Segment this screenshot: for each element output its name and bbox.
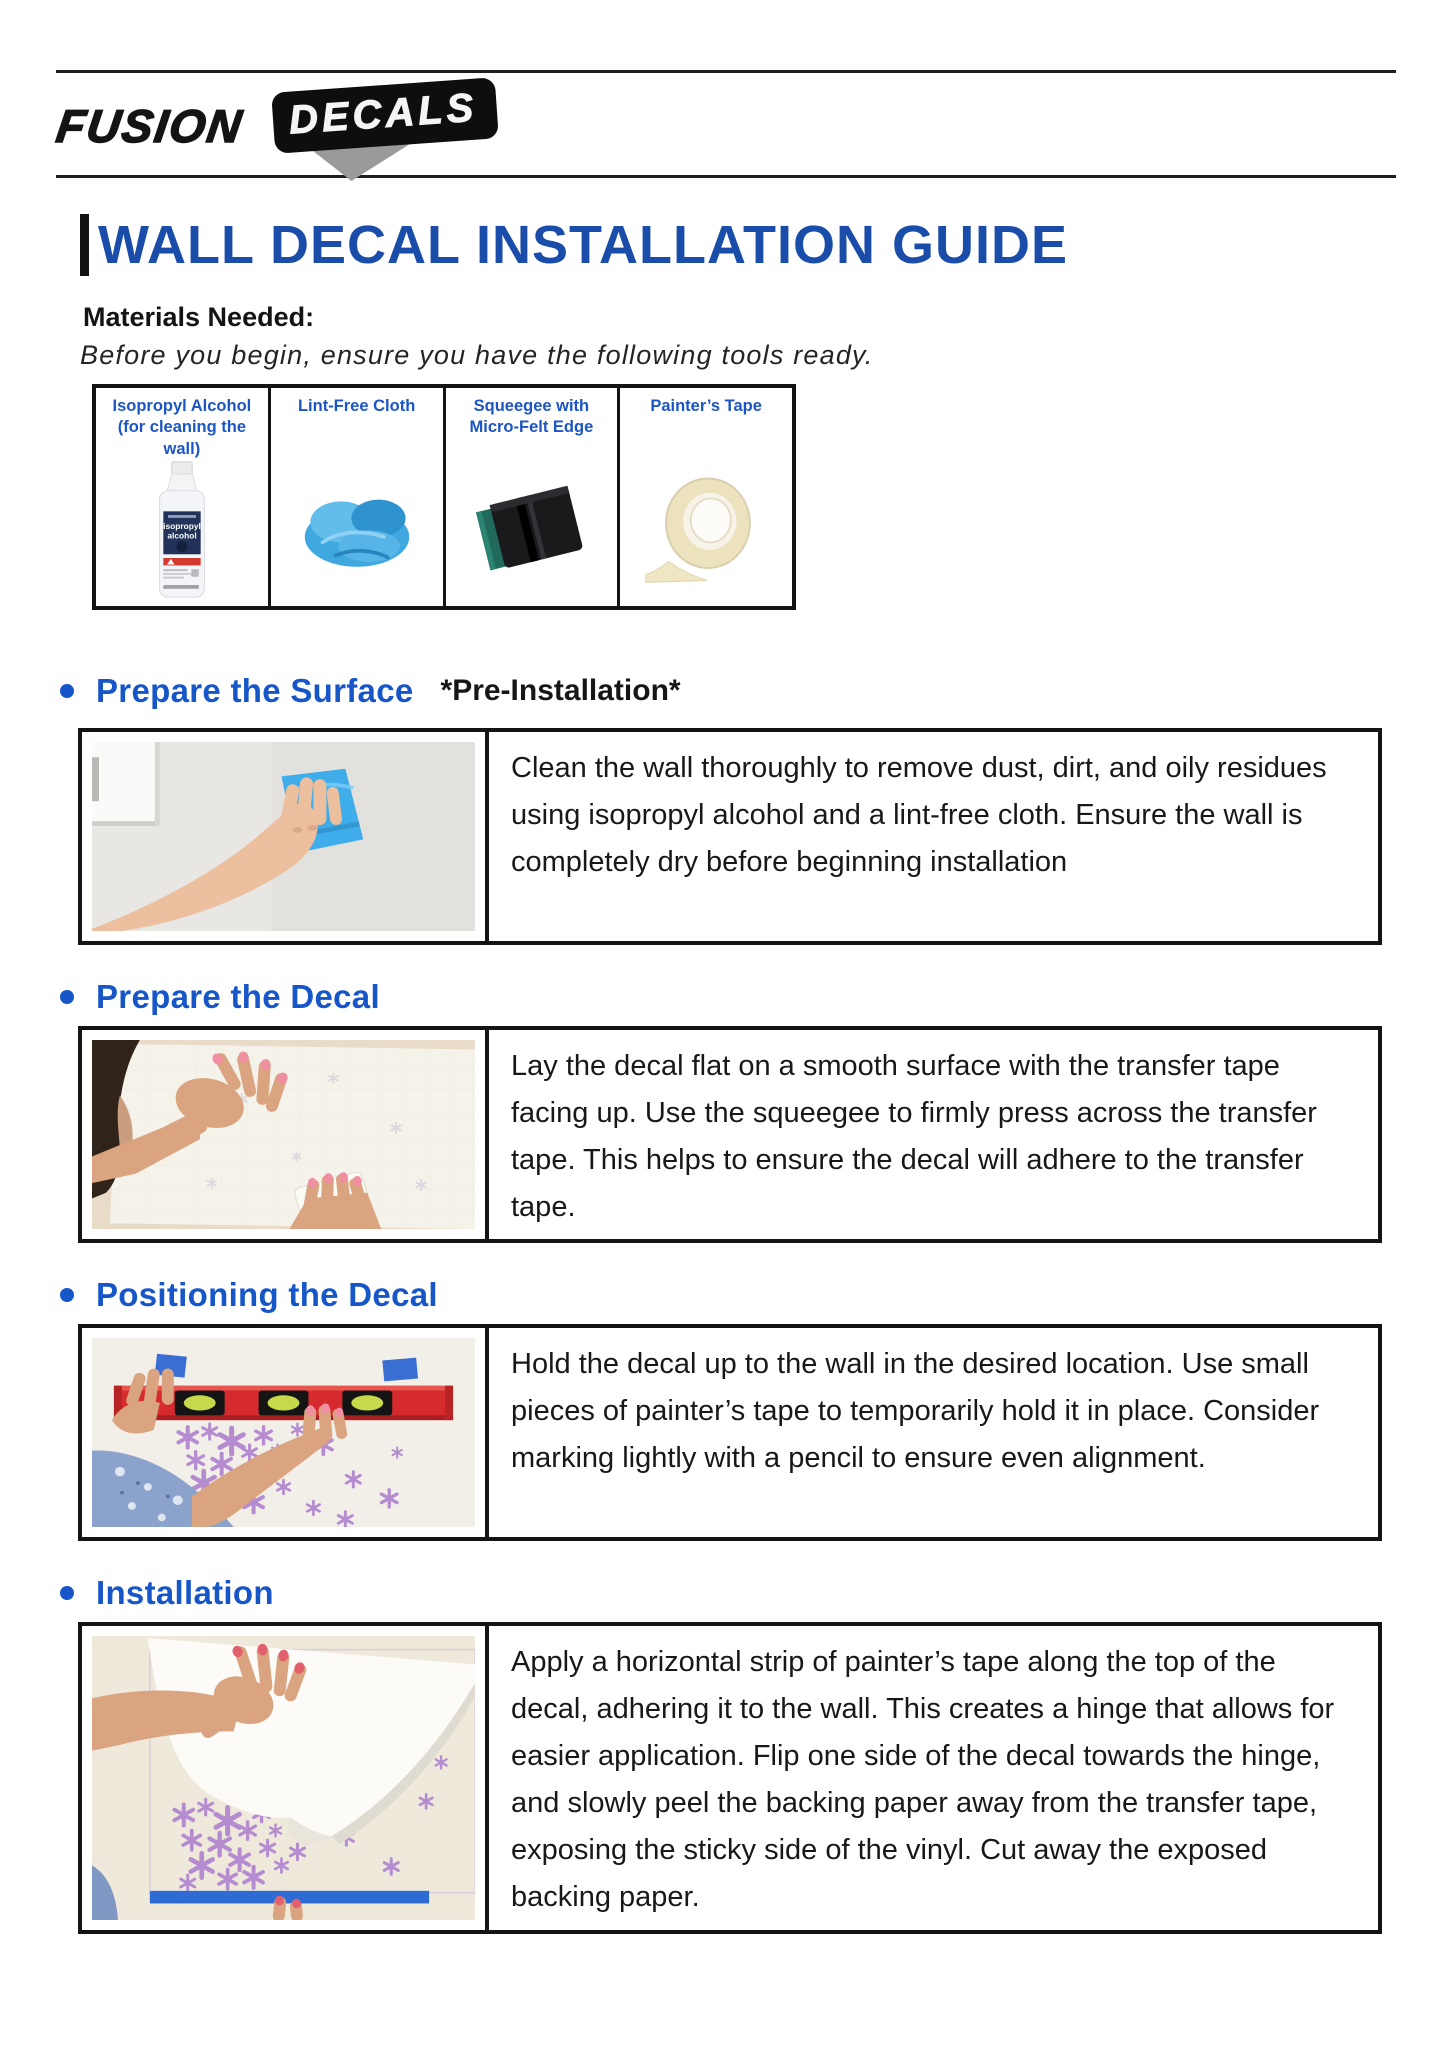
bottle-label-line2: alcohol [167, 530, 197, 541]
section-heading-text: Prepare the Decal [96, 978, 380, 1016]
materials-table [92, 384, 796, 610]
section-heading-prepare-decal [60, 978, 1454, 1016]
step-photo-cell [82, 1328, 489, 1537]
step-text: Hold the decal up to the wall in the desired location. Use small pieces of painter’s tape to temporarily hold it in place. Consider marking lightly with a pencil to ensure even alignment. [511, 1348, 1320, 1475]
bullet-icon [60, 1586, 74, 1600]
step-photo-cell [82, 1626, 489, 1930]
material-cell-squeegee [446, 388, 621, 606]
brand-logo [53, 83, 1454, 169]
leveling-decal-photo [92, 1338, 475, 1527]
step-box-positioning-decal [78, 1324, 1382, 1541]
lint-free-cloth-icon [287, 477, 427, 580]
section-heading-installation [60, 1574, 1454, 1612]
material-label: Squeegee with Micro-Felt Edge [469, 397, 594, 437]
bullet-icon [60, 684, 74, 698]
materials-intro: Before you begin, ensure you have the following tools ready. [80, 340, 874, 370]
page-title-row [80, 214, 1396, 276]
section-heading-text: Positioning the Decal [96, 1276, 438, 1314]
material-cell-painters-tape [620, 388, 792, 606]
isopropyl-alcohol-bottle-icon [140, 460, 224, 600]
section-heading-prepare-surface [60, 672, 1454, 710]
peeling-backing-photo [92, 1636, 475, 1920]
brand-wordmark-decals-badge: DECALS [271, 77, 499, 154]
material-label: Painter’s Tape [650, 397, 762, 415]
hand-wiping-wall-photo [92, 742, 475, 931]
top-rule [56, 70, 1396, 73]
section-heading-text: Installation [96, 1574, 274, 1612]
logo-bottom-rule [56, 175, 1396, 178]
material-cell-lint-free-cloth [271, 388, 446, 606]
materials-heading: Materials Needed: [83, 302, 315, 332]
material-cell-isopropyl-alcohol [96, 388, 271, 606]
material-figure [625, 458, 787, 598]
material-figure [101, 460, 263, 600]
bottle-label-line1: isopropyl [163, 521, 201, 532]
page-title: WALL DECAL INSTALLATION GUIDE [98, 215, 1068, 275]
bullet-icon [60, 1288, 74, 1302]
material-figure [451, 458, 613, 598]
pre-installation-note: *Pre-Installation* [440, 674, 681, 708]
step-text: Clean the wall thoroughly to remove dust, dirt, and oily residues using isopropyl alcohol and a lint-free cloth. Ensure the wall is completely dry before beginning installation [511, 752, 1327, 879]
section-heading-text: Prepare the Surface [96, 672, 414, 710]
material-label: Lint-Free Cloth [297, 397, 416, 415]
section-heading-positioning-decal [60, 1276, 1454, 1314]
step-box-prepare-decal [78, 1026, 1382, 1243]
title-accent-bar [80, 214, 89, 276]
step-text: Apply a horizontal strip of painter’s tape along the top of the decal, adhering it to the wall. This creates a hinge that allows for easier application. Flip one side of the decal towards the hinge, and slowly peel the backing paper away from the transfer tape, exposing the sticky side of the vinyl. Cut away the exposed backing paper. [511, 1646, 1335, 1914]
material-figure [276, 458, 438, 598]
brand-wordmark-fusion: FUSION [53, 100, 247, 152]
step-photo-cell [82, 1030, 489, 1239]
pressing-decal-photo [92, 1040, 475, 1229]
squeegee-icon [461, 477, 601, 580]
step-photo-cell [82, 732, 489, 941]
painters-tape-roll-icon [644, 466, 768, 590]
material-label: Isopropyl Alcohol (for cleaning the wall) [112, 397, 252, 458]
step-text: Lay the decal flat on a smooth surface with the transfer tape facing up. Use the squeegee to firmly press across the transfer tape. This helps to ensure the decal will adhere to the transfer tape. [511, 1050, 1317, 1224]
step-box-prepare-surface [78, 728, 1382, 945]
painters-tape-strip [150, 1891, 429, 1904]
step-box-installation [78, 1622, 1382, 1934]
bullet-icon [60, 990, 74, 1004]
